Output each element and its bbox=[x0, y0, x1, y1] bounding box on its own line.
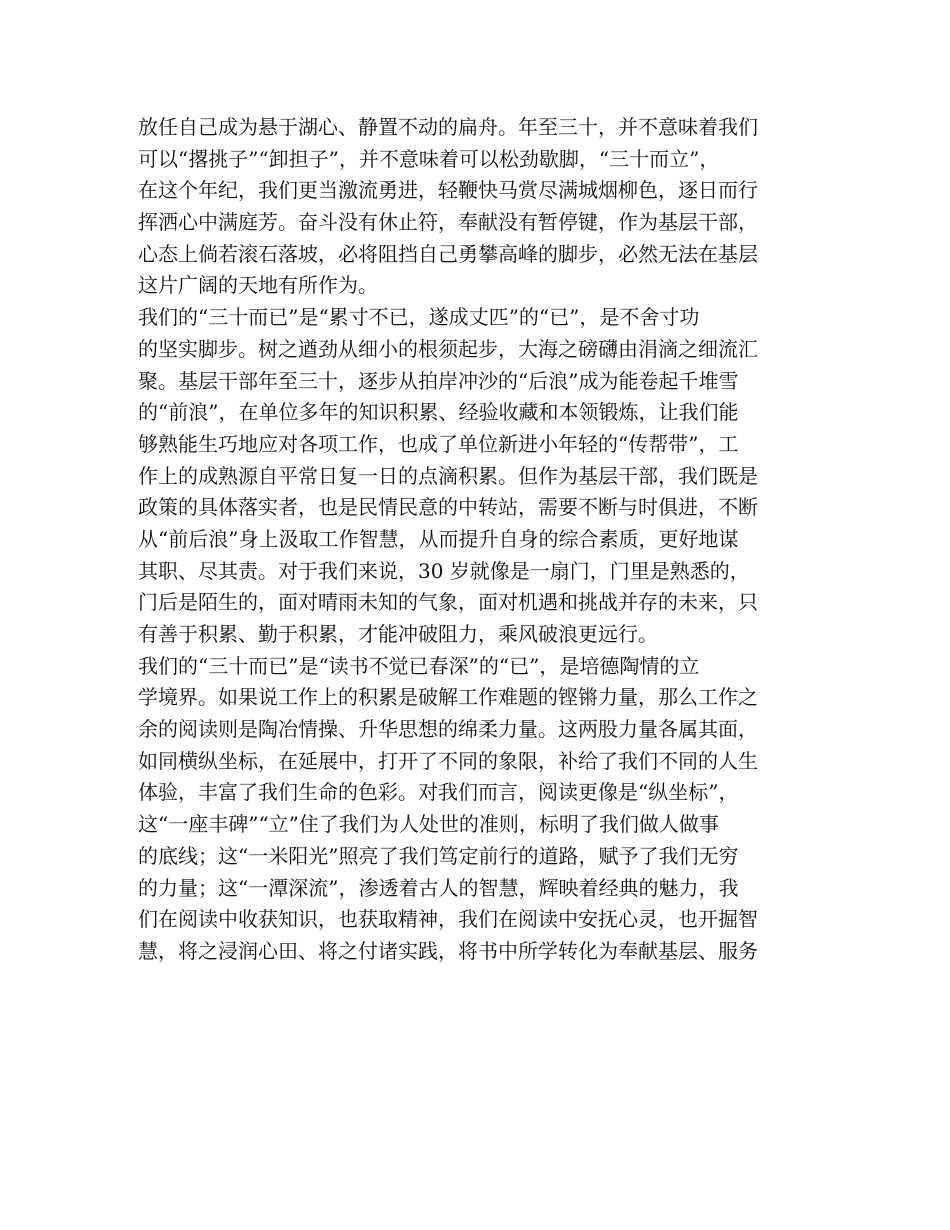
text-line: 我们的“三十而已”是“累寸不已，遂成丈匹”的“已”，是不舍寸功 bbox=[138, 305, 700, 330]
text-line: 聚。基层干部年至三十，逐步从拍岸冲沙的“后浪”成为能卷起千堆雪 bbox=[138, 368, 739, 393]
text-line: 挥洒心中满庭芳。奋斗没有休止符，奉献没有暂停键，作为基层干部， bbox=[138, 210, 758, 235]
text-line: 体验，丰富了我们生命的色彩。对我们而言，阅读更像是“纵坐标”， bbox=[138, 780, 739, 805]
text-line: 放任自己成为悬于湖心、静置不动的扁舟。年至三十，并不意味着我们 bbox=[138, 115, 758, 139]
text-line: 作上的成熟源自平常日复一日的点滴积累。但作为基层干部，我们既是 bbox=[138, 463, 758, 488]
text-line: 可以“撂挑子”“卸担子”，并不意味着可以松劲歇脚，“三十而立”， bbox=[138, 146, 720, 171]
text-line: 其职、尽其责。对于我们来说，30 岁就像是一扇门，门里是熟悉的， bbox=[138, 558, 750, 583]
text-line: 如同横纵坐标，在延展中，打开了不同的象限，补给了我们不同的人生 bbox=[138, 748, 758, 773]
text-line: 够熟能生巧地应对各项工作，也成了单位新进小年轻的“传帮带”，工 bbox=[138, 431, 739, 456]
text-line: 从“前后浪”身上汲取工作智慧，从而提升自身的综合素质，更好地谋 bbox=[138, 526, 739, 551]
text-line: 我们的“三十而已”是“读书不觉已春深”的“已”，是培德陶情的立 bbox=[138, 653, 700, 678]
text-line: 慧，将之浸润心田、将之付诸实践，将书中所学转化为奉献基层、服务 bbox=[138, 938, 758, 963]
body-text bbox=[138, 112, 828, 968]
text-line: 政策的具体落实者，也是民情民意的中转站，需要不断与时俱进，不断 bbox=[138, 495, 758, 520]
text-line: 心态上倘若滚石落坡，必将阻挡自己勇攀高峰的脚步，必然无法在基层 bbox=[138, 241, 758, 266]
text-line: 余的阅读则是陶冶情操、升华思想的绵柔力量。这两股力量各属其面， bbox=[138, 717, 758, 742]
text-line: 的底线；这“一米阳光”照亮了我们笃定前行的道路，赋予了我们无穷 bbox=[138, 843, 739, 868]
text-line: 的力量；这“一潭深流”，渗透着古人的智慧，辉映着经典的魅力，我 bbox=[138, 875, 739, 900]
text-line: 在这个年纪，我们更当激流勇进，轻鞭快马赏尽满城烟柳色，逐日而行 bbox=[138, 178, 758, 203]
text-line: 这“一座丰碑”“立”住了我们为人处世的准则，标明了我们做人做事 bbox=[138, 812, 719, 837]
text-line: 们在阅读中收获知识，也获取精神，我们在阅读中安抚心灵，也开掘智 bbox=[138, 907, 758, 932]
text-line: 的坚实脚步。树之遒劲从细小的根须起步，大海之磅礴由涓滴之细流汇 bbox=[138, 336, 758, 361]
text-line: 门后是陌生的，面对晴雨未知的气象，面对机遇和挑战并存的未来，只 bbox=[138, 590, 758, 615]
text-line: 这片广阔的天地有所作为。 bbox=[138, 273, 378, 298]
text-line: 学境界。如果说工作上的积累是破解工作难题的铿锵力量，那么工作之 bbox=[138, 685, 758, 710]
text-line: 的“前浪”，在单位多年的知识积累、经验收藏和本领锻炼，让我们能 bbox=[138, 400, 739, 425]
text-line: 有善于积累、勤于积累，才能冲破阻力，乘风破浪更远行。 bbox=[138, 622, 658, 646]
